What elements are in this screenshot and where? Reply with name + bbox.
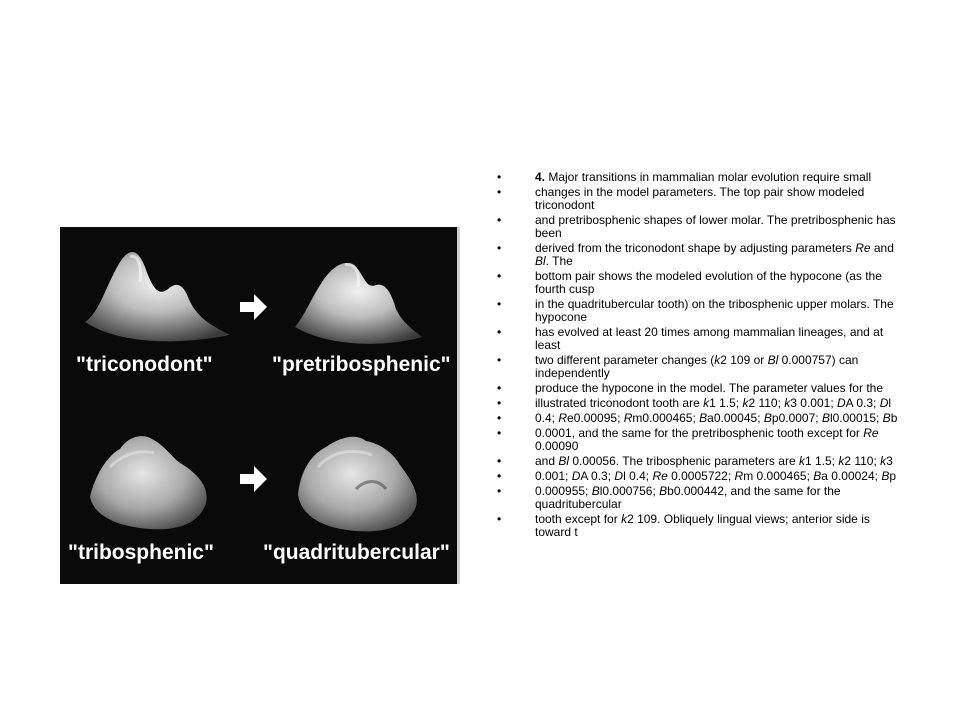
caption-line	[497, 427, 899, 453]
caption-text: m 0.000465;	[743, 469, 814, 483]
caption-text: 3 0.001;	[790, 396, 837, 410]
caption-text: k	[714, 353, 721, 367]
label-quadritubercular: "quadritubercular"	[263, 541, 450, 564]
caption-text: has evolved at least 20 times among mammalian lineages, and at least	[535, 325, 884, 352]
tooth-figure-svg	[60, 227, 460, 584]
caption-text: changes in the model parameters. The top pair show modeled triconodont	[535, 185, 865, 212]
caption-text: B	[881, 469, 890, 483]
caption-line	[497, 242, 899, 268]
caption-text: Re	[863, 426, 879, 440]
caption-line	[497, 470, 899, 483]
caption-line	[497, 186, 899, 212]
caption-text: Re	[855, 241, 871, 255]
caption-line	[497, 214, 899, 240]
caption-text: k	[838, 454, 845, 468]
caption-text: k	[784, 396, 791, 410]
figure-edge-line	[457, 227, 460, 584]
caption-text: 2 109. Obliquely lingual views; anterior side is toward t	[535, 512, 870, 539]
caption-text: k	[621, 512, 628, 526]
caption-text: bottom pair shows the modeled evolution of the hypocone (as the fourth cusp	[535, 269, 882, 296]
caption-line	[497, 298, 899, 324]
caption-line	[497, 412, 899, 425]
caption-text: Major transitions in mammalian molar evolution require small	[545, 170, 872, 184]
caption-text: 0.001;	[535, 469, 572, 483]
caption-text: R	[558, 411, 568, 425]
caption-line	[497, 513, 899, 539]
caption-text: a 0.00024;	[821, 469, 882, 483]
caption-text: l0.00015;	[829, 411, 883, 425]
caption-text: p0.0007;	[771, 411, 822, 425]
caption-text: B	[882, 411, 891, 425]
label-pretribosphenic: "pretribosphenic"	[272, 353, 451, 376]
caption-text: tooth except for	[535, 512, 622, 526]
label-tribosphenic: "tribosphenic"	[68, 541, 214, 564]
caption-text: 2 110;	[844, 454, 881, 468]
caption-text: B	[763, 411, 772, 425]
caption-text: illustrated triconodont tooth are	[535, 396, 704, 410]
caption-text: 0.4;	[535, 411, 559, 425]
caption-text: B	[813, 469, 822, 483]
caption-text: A 0.3;	[845, 396, 880, 410]
caption-text: B	[821, 411, 830, 425]
caption-text: . The	[545, 254, 573, 268]
caption-text: m0.000465;	[632, 411, 700, 425]
caption-text: a0.00045;	[707, 411, 764, 425]
caption-text: and pretribosphenic shapes of lower molar. The pretribosphenic has been	[535, 213, 896, 240]
caption-text: two different parameter changes (	[535, 353, 715, 367]
caption-text: 0.0001, and the same for the pretribosphenic tooth except for	[535, 426, 864, 440]
caption-text: k	[880, 454, 887, 468]
caption-text: D	[571, 469, 581, 483]
caption-line	[497, 326, 899, 352]
caption-text: Bl	[535, 254, 546, 268]
caption-text: 4.	[535, 170, 546, 184]
caption-text: 1 1.5;	[804, 454, 839, 468]
caption-text: l0.000756;	[599, 484, 660, 498]
caption-text: D	[837, 396, 846, 410]
caption-text: 0.000757) can independently	[535, 353, 859, 380]
caption-text: A 0.3;	[580, 469, 615, 483]
tooth-figure	[60, 227, 460, 584]
caption-text: 0.000955;	[535, 484, 592, 498]
caption-text: R	[623, 411, 633, 425]
caption-line	[497, 382, 899, 395]
label-triconodont: "triconodont"	[76, 353, 213, 376]
caption-text: k	[742, 396, 749, 410]
caption-text: l 0.4;	[623, 469, 653, 483]
caption-line	[497, 354, 899, 380]
caption-text: 0.00056. The tribosphenic parameters are	[569, 454, 799, 468]
caption-text: and	[535, 454, 559, 468]
caption-text: k	[798, 454, 805, 468]
caption-text: 0.0005722;	[667, 469, 735, 483]
caption-text: B	[591, 484, 600, 498]
caption-text: 0.00090	[535, 439, 579, 453]
caption-text: B	[699, 411, 708, 425]
caption-text: l	[888, 396, 892, 410]
caption-text: Bl	[558, 454, 570, 468]
caption-text: k	[703, 396, 710, 410]
caption-text: Re	[652, 469, 668, 483]
caption-text: 2 109 or	[720, 353, 768, 367]
caption-line	[497, 397, 899, 410]
caption-text: in the quadritubercular tooth) on the tribosphenic upper molars. The hypocone	[535, 297, 894, 324]
caption-text: e0.00095;	[567, 411, 624, 425]
caption-line	[497, 171, 899, 184]
caption-text: R	[734, 469, 744, 483]
caption-text: Bl	[767, 353, 779, 367]
caption-text: b	[890, 411, 898, 425]
caption-text: D	[614, 469, 624, 483]
caption-text: 1 1.5;	[709, 396, 743, 410]
caption-text: B	[659, 484, 668, 498]
caption-line	[497, 270, 899, 296]
caption-text: D	[879, 396, 889, 410]
caption-text: 3	[886, 454, 893, 468]
caption-text: b0.000442, and the same for the quadritubercular	[535, 484, 841, 511]
caption-text: and	[870, 241, 894, 255]
caption-text: derived from the triconodont shape by adjusting parameters	[535, 241, 856, 255]
caption-bullet-list	[497, 171, 899, 541]
caption-line	[497, 485, 899, 511]
caption-line	[497, 455, 899, 468]
caption-text: p	[889, 469, 897, 483]
caption-text: produce the hypocone in the model. The parameter values for the	[535, 381, 883, 395]
caption-text: 2 110;	[748, 396, 785, 410]
